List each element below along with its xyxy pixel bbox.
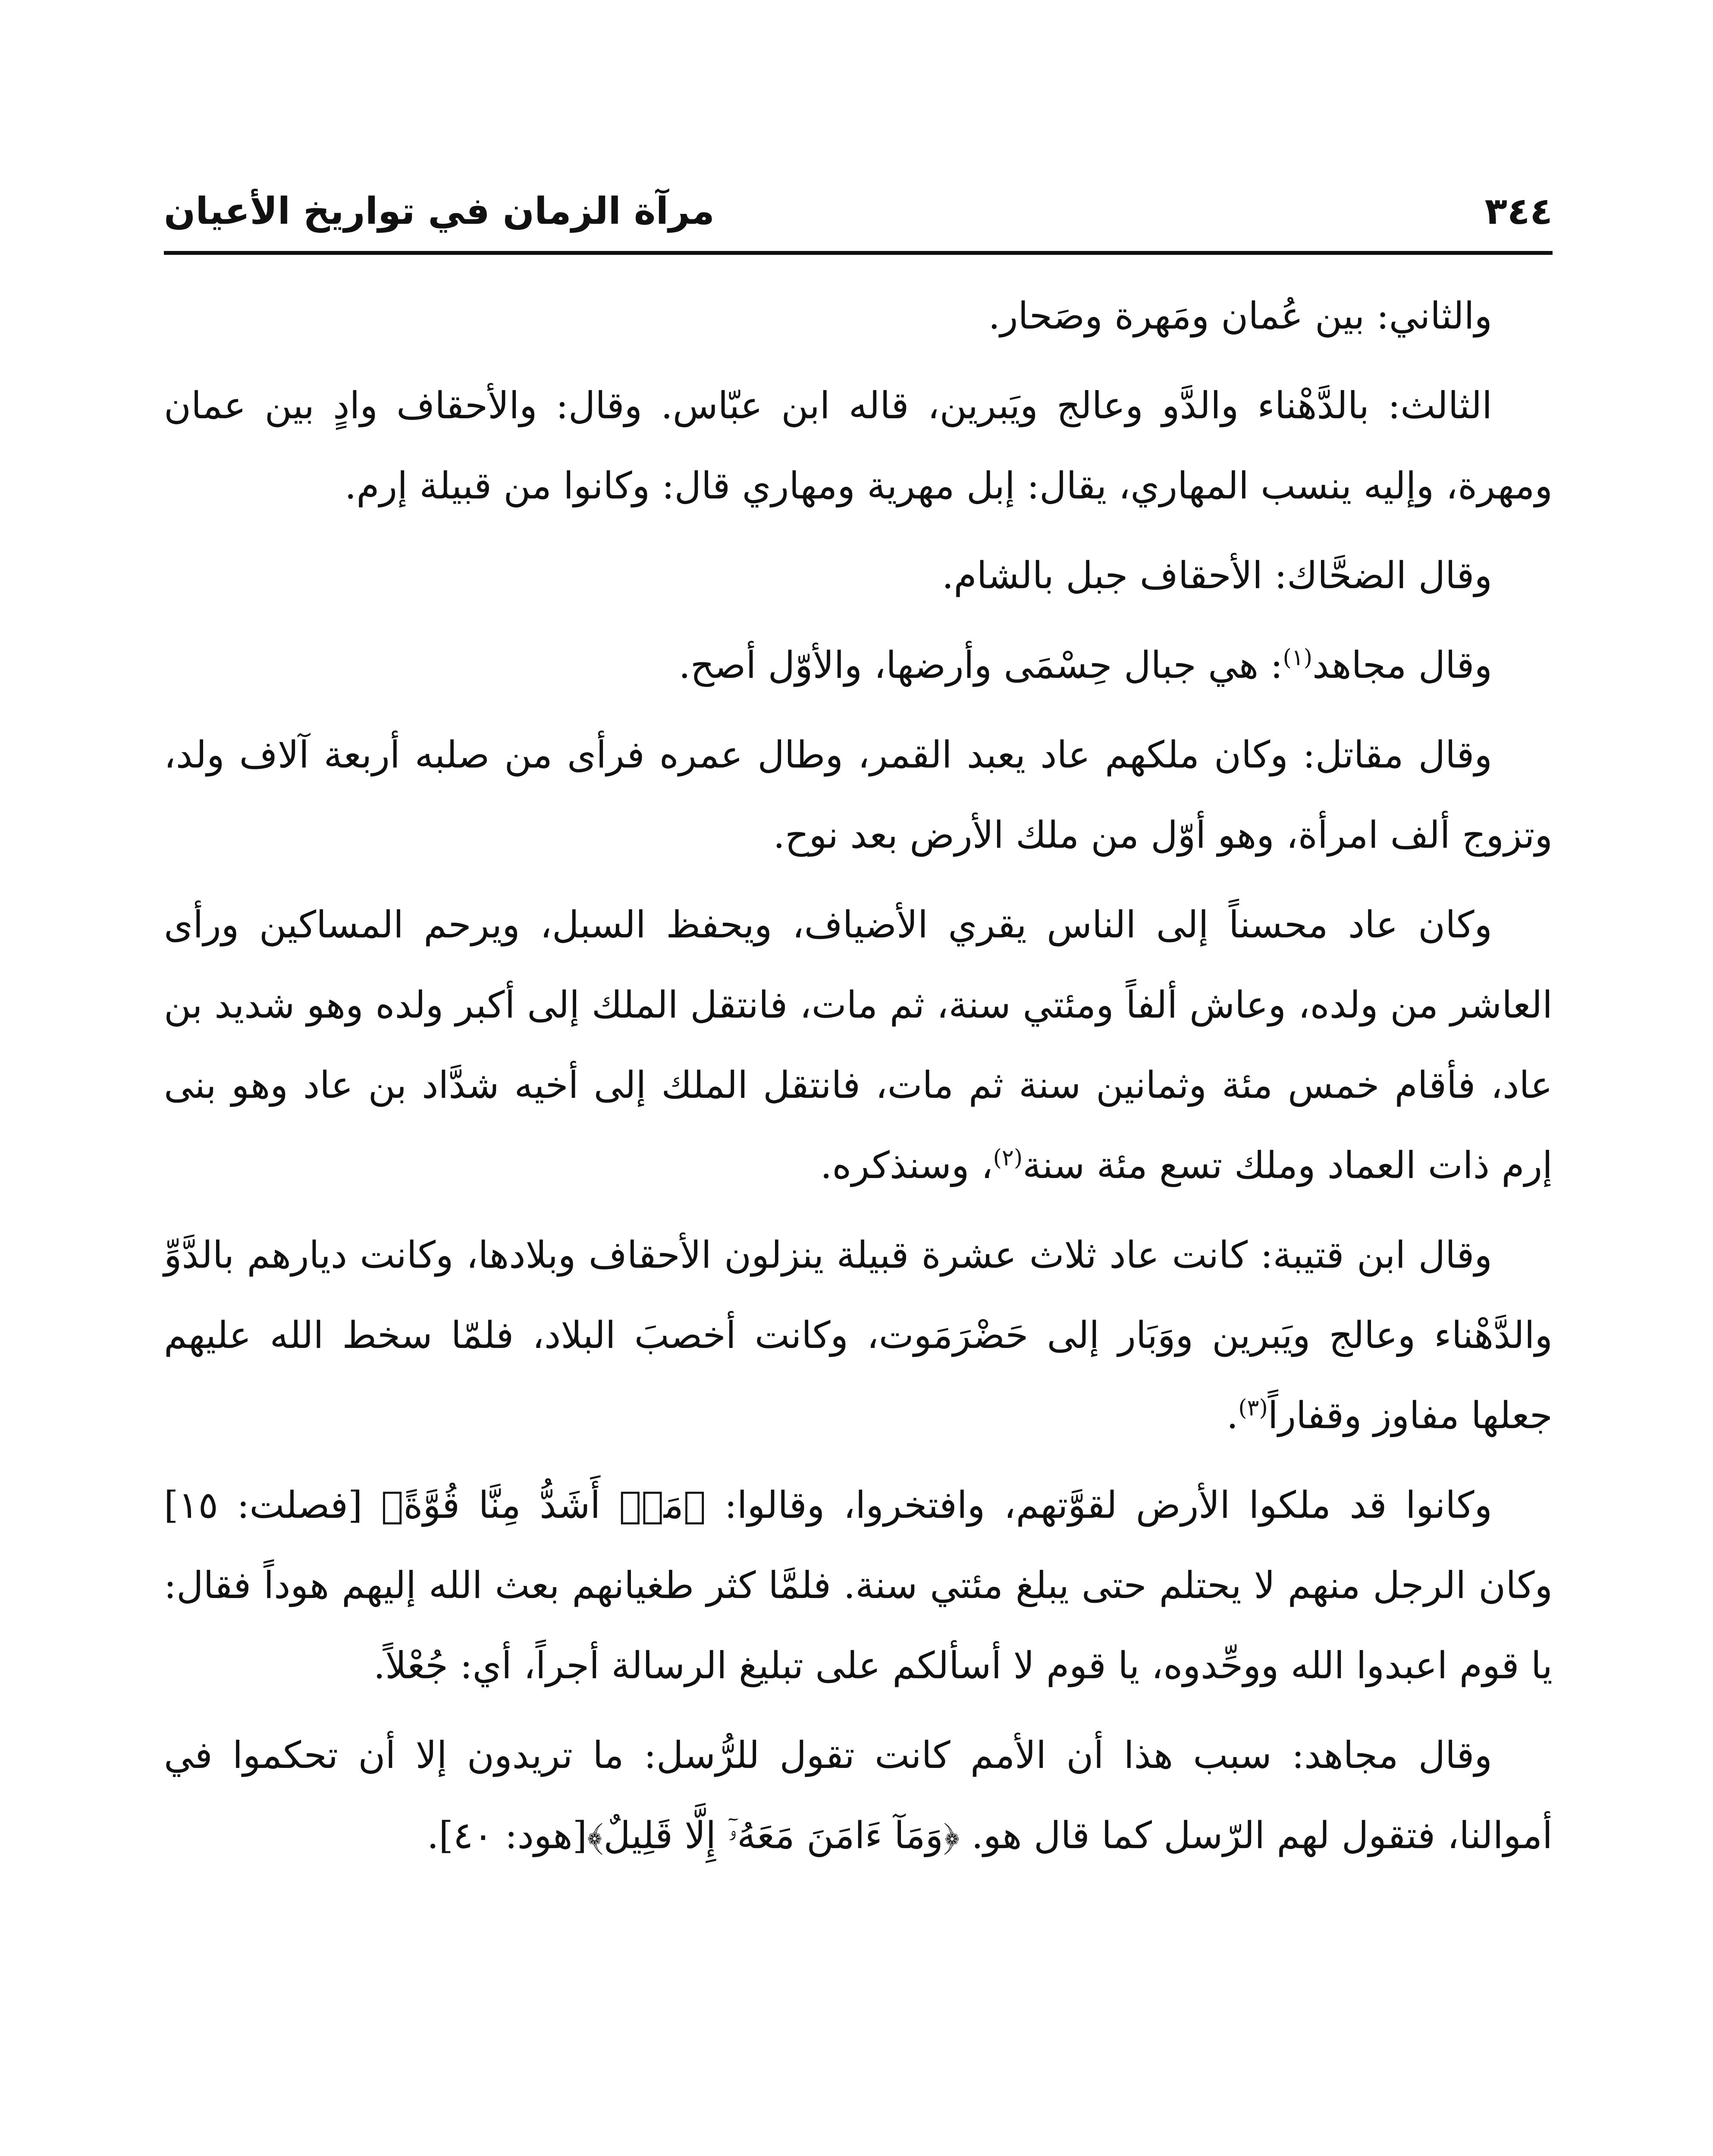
footnote-reference[interactable]: (٣) — [1238, 1395, 1268, 1421]
paragraph-text: والثاني: بين عُمان ومَهرة وصَحار. — [988, 295, 1492, 338]
paragraph — [164, 715, 1553, 875]
paragraph — [164, 366, 1553, 526]
paragraph — [164, 1215, 1553, 1456]
main-text — [164, 276, 1553, 1885]
paragraph-text: وكانوا قد ملكوا الأرض لقوَّتهم، وافتخروا، وقالوا: ﴿مَنۡ أَشَدُّ مِنَّا قُوَّةً﴾ [فصلت: ١٥] وكان الرجل منهم لا يحتلم حتى يبلغ مئتي سنة. فلمَّا كثر طغيانهم بعث الله إليهم هوداً فقال: يا قوم اعبدوا الله ووحِّدوه، يا قوم لا أسألكم على تبليغ الرسالة أجراً، أي: جُعْلاً. — [164, 1484, 1553, 1687]
paragraph — [164, 536, 1553, 616]
paragraph-text: وقال مجاهد — [1312, 644, 1492, 687]
running-header — [164, 181, 1553, 241]
paragraph-text: . — [1226, 1394, 1239, 1437]
footnote-reference[interactable]: (٢) — [993, 1145, 1023, 1171]
paragraph-text: ، وسنذكره. — [820, 1144, 993, 1187]
paragraph — [164, 1715, 1553, 1876]
paragraph-text: : هي جبال حِسْمَى وأرضها، والأوّل أصح. — [678, 644, 1283, 687]
paragraph-text: وقال الضحَّاك: الأحقاف جبل بالشام. — [942, 554, 1492, 597]
footnote-reference[interactable]: (١) — [1283, 645, 1313, 671]
paragraph-text: وكان عاد محسناً إلى الناس يقري الأضياف، ويحفظ السبل، ويرحم المساكين ورأى العاشر من ولده، وعاش ألفاً ومئتي سنة، ثم مات، فانتقل الملك إلى أكبر ولده وهو شديد بن عاد، فأقام خمس مئة وثمانين سنة ثم مات، فانتقل الملك إلى أخيه شدَّاد بن عاد وهو بنى إرم ذات العماد وملك تسع مئة سنة — [164, 903, 1553, 1187]
book-title: مرآة الزمان في تواريخ الأعيان — [164, 190, 715, 233]
page-number: ٣٤٤ — [1484, 190, 1553, 233]
paragraph-text: وقال مجاهد: سبب هذا أن الأمم كانت تقول للرُّسل: ما تريدون إلا أن تحكموا في أموالنا، فتقول لهم الرّسل كما قال هو. ﴿وَمَآ ءَامَنَ مَعَهُۥٓ إِلَّا قَلِيلٌ﴾[هود: ٤٠]. — [164, 1734, 1553, 1857]
paragraph — [164, 885, 1553, 1206]
paragraph — [164, 276, 1553, 356]
paragraph-text: وقال ابن قتيبة: كانت عاد ثلاث عشرة قبيلة ينزلون الأحقاف وبلادها، وكانت ديارهم بالدَّوِّ والدَّهْناء وعالج ويَبرين ووَبَار إلى حَضْرَمَوت، وكانت أخصبَ البلاد، فلمّا سخط الله عليهم جعلها مفاوز وقفاراً — [164, 1234, 1553, 1437]
header-rule — [164, 251, 1553, 255]
paragraph-text: وقال مقاتل: وكان ملكهم عاد يعبد القمر، وطال عمره فرأى من صلبه أربعة آلاف ولد، وتزوج ألف امرأة، وهو أوّل من ملك الأرض بعد نوح. — [164, 733, 1553, 857]
paragraph — [164, 625, 1553, 705]
paragraph — [164, 1465, 1553, 1706]
paragraph-text: الثالث: بالدَّهْناء والدَّو وعالج ويَبرين، قاله ابن عبّاس. وقال: والأحقاف وادٍ بين عمان ومهرة، وإليه ينسب المهاري، يقال: إبل مهرية ومهاري قال: وكانوا من قبيلة إرم. — [164, 384, 1553, 508]
